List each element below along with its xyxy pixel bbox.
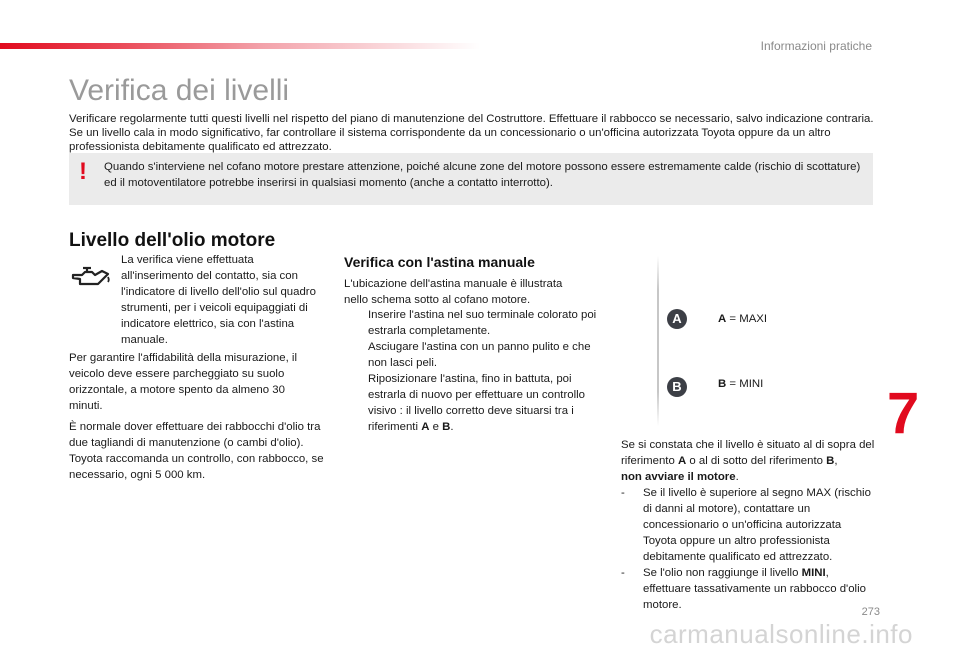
list-item bbox=[344, 371, 604, 435]
action-2-pre: Se l'olio non raggiunge il livello bbox=[643, 567, 802, 579]
marker-a-badge: A bbox=[667, 309, 687, 329]
label-min bbox=[718, 378, 763, 390]
intro-line-1: Verificare regolarmente tutti questi livelli nel rispetto del piano di manutenzione del Costruttore. Effettuare il rabbocco se necessario, salvo indicazione contraria. bbox=[69, 113, 874, 125]
dipstick-steps bbox=[344, 307, 604, 435]
text-fragment: . bbox=[735, 471, 739, 483]
text-fragment: Se si constata che il livello è situato al di sopra del riferimento bbox=[621, 439, 875, 467]
chapter-number: 7 bbox=[887, 381, 920, 446]
watermark: carmanualsonline.info bbox=[649, 619, 913, 649]
page-number: 273 bbox=[861, 606, 880, 618]
ref-b: B bbox=[442, 421, 451, 433]
oil-can-icon bbox=[70, 264, 110, 292]
level-check-paragraph bbox=[621, 437, 876, 485]
label-b-value: = MINI bbox=[726, 378, 764, 390]
action-2-post: , effettuare tassativamente un rabbocco d'olio motore. bbox=[643, 567, 866, 611]
ref-a: A bbox=[421, 421, 430, 433]
page-title: Verifica dei livelli bbox=[69, 74, 290, 107]
dipstick-step-1: Inserire l'astina nel suo terminale colorato poi estrarla completamente. bbox=[368, 309, 597, 337]
period: . bbox=[450, 421, 454, 433]
intro-text bbox=[69, 112, 879, 154]
dipstick-step-2: Asciugare l'astina con un panno pulito e che non lasci peli. bbox=[368, 341, 591, 369]
conjunction: e bbox=[429, 421, 443, 433]
label-a-value: = MAXI bbox=[726, 313, 768, 325]
list-item bbox=[344, 339, 604, 371]
level-actions-list bbox=[621, 485, 876, 613]
do-not-start-warning: non avviare il motore bbox=[621, 471, 736, 483]
list-item bbox=[621, 565, 876, 613]
text-fragment: , bbox=[834, 455, 838, 467]
section-header: Informazioni pratiche bbox=[760, 39, 872, 53]
warning-text: Quando s'interviene nel cofano motore prestare attenzione, poiché alcune zone del motore possono essere estremamente calde (rischio di scottature) ed il motoventilatore potrebbe inserirsi in qualsiasi momento (anche a contatto interrotto). bbox=[104, 161, 861, 189]
dash-marker: - bbox=[621, 567, 625, 579]
marker-b-badge: B bbox=[667, 377, 687, 397]
oil-paragraph-2: Per garantire l'affidabilità della misurazione, il veicolo deve essere parcheggiato su suolo orizzontale, a motore spento da almeno 30 minuti. bbox=[69, 352, 297, 412]
dipstick-illustration bbox=[657, 256, 659, 426]
oil-paragraph-1: La verifica viene effettuata all'inserimento del contatto, sia con l'indicatore di livello dell'olio sul quadro strumenti, per i veicoli equipaggiati di indicatore elettrico, sia con l'astina manuale. bbox=[121, 254, 316, 346]
warning-icon: ! bbox=[79, 158, 87, 185]
list-item bbox=[621, 485, 876, 565]
label-b-key: B bbox=[718, 378, 727, 390]
intro-line-2: Se un livello cala in modo significativo, far controllare il sistema corrispondente da un concessionario o un'officina autorizzata Toyota oppure da un altro professionista debitamente qualificato ed attrezzato. bbox=[69, 127, 831, 153]
mini-label: MINI bbox=[801, 567, 826, 579]
text-fragment: o al di sotto del riferimento bbox=[686, 455, 827, 467]
list-item bbox=[344, 307, 604, 339]
oil-paragraph-3: È normale dover effettuare dei rabbocchi d'olio tra due tagliandi di manutenzione (o cambi d'olio). Toyota raccomanda un controllo, con rabbocco, se necessario, ogni 5 000 km. bbox=[69, 421, 324, 481]
action-1: Se il livello è superiore al segno MAX (rischio di danni al motore), contattare un concessionario o un'officina autorizzata Toyota oppure un altro professionista debitamente qualificato ed attrezzato. bbox=[643, 487, 871, 563]
dipstick-intro: L'ubicazione dell'astina manuale è illustrata nello schema sotto al cofano motore. bbox=[344, 278, 563, 306]
dipstick-heading: Verifica con l'astina manuale bbox=[344, 254, 535, 270]
ref-b: B bbox=[826, 455, 835, 467]
label-a-key: A bbox=[718, 313, 727, 325]
label-max bbox=[718, 313, 767, 325]
ref-a: A bbox=[677, 455, 687, 467]
header-red-bar bbox=[0, 43, 480, 49]
dipstick-step-3: Riposizionare l'astina, fino in battuta, poi estrarla di nuovo per effettuare un controllo visivo : il livello corretto deve situarsi tra i riferimenti bbox=[368, 373, 585, 433]
dash-marker: - bbox=[621, 487, 625, 499]
oil-level-heading: Livello dell'olio motore bbox=[69, 230, 276, 251]
